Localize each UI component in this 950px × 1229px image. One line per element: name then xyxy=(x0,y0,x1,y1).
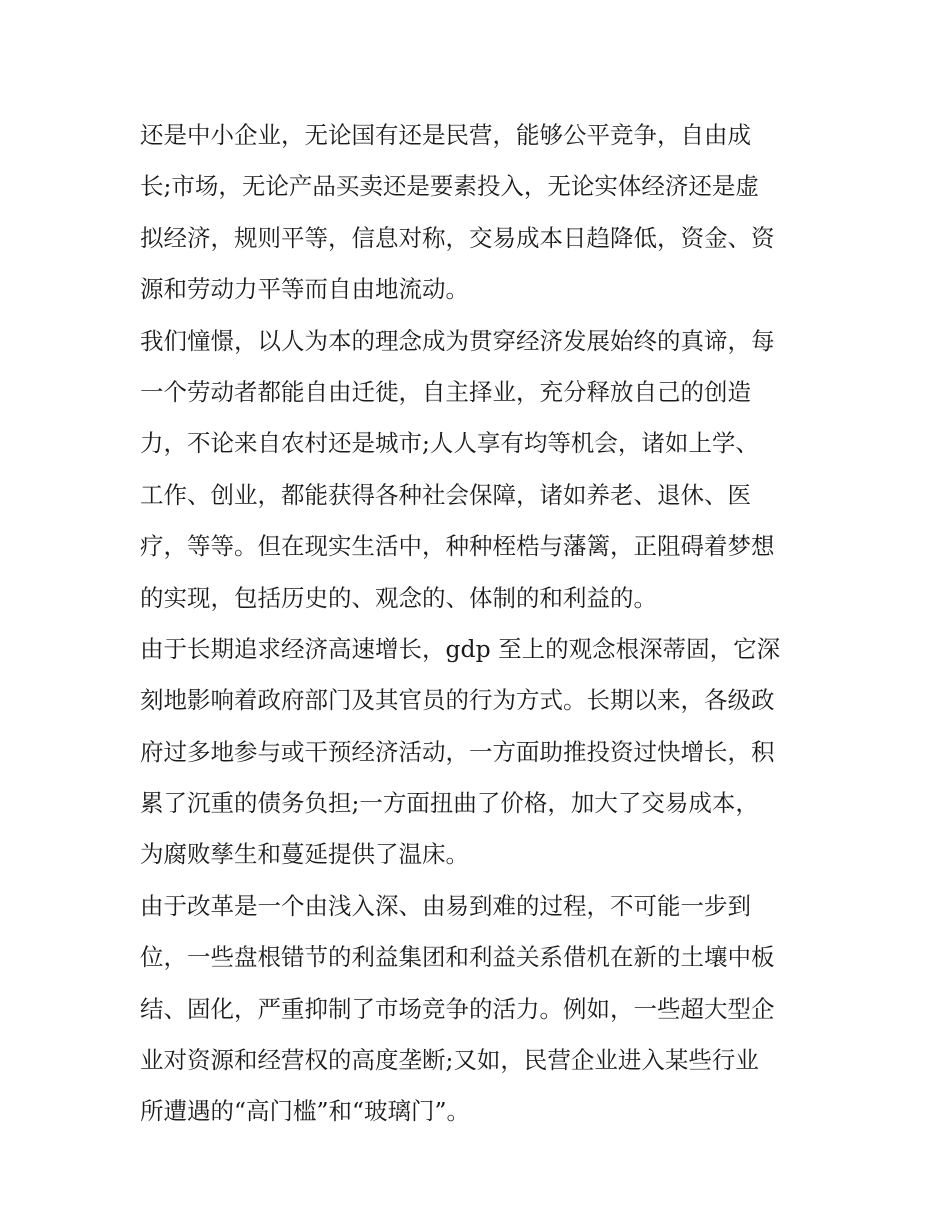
text-line: 刻地影响着政府部门及其官员的行为方式。长期以来，各级政 xyxy=(140,686,775,715)
text-line: 业对资源和经营权的高度垄断;又如，民营企业进入某些行业 xyxy=(140,1046,759,1075)
text-line: 拟经济，规则平等，信息对称，交易成本日趋降低，资金、资 xyxy=(140,223,775,252)
text-line: 为腐败孳生和蔓延提供了温床。 xyxy=(140,840,469,869)
paragraph-3 xyxy=(140,624,830,881)
text-line: 府过多地参与或干预经济活动，一方面助推投资过快增长，积 xyxy=(140,737,775,766)
text-line: 力，不论来自农村还是城市;人人享有均等机会，诸如上学、 xyxy=(140,429,759,458)
text-line: 源和劳动力平等而自由地流动。 xyxy=(140,275,469,304)
text-line: 一个劳动者都能自由迁徙，自主择业，充分释放自己的创造 xyxy=(140,377,751,406)
text-line: 的实现，包括历史的、观念的、体制的和利益的。 xyxy=(140,583,657,612)
paragraph-1 xyxy=(140,110,830,316)
text-line: 我们憧憬，以人为本的理念成为贯穿经济发展始终的真谛，每 xyxy=(140,326,775,355)
text-line: 结、固化，严重抑制了市场竞争的活力。例如，一些超大型企 xyxy=(140,994,775,1023)
text-line: 由于长期追求经济高速增长，gdp 至上的观念根深蒂固，它深 xyxy=(140,634,781,663)
text-line: 位，一些盘根错节的利益集团和利益关系借机在新的土壤中板 xyxy=(140,943,775,972)
text-line: 累了沉重的债务负担;一方面扭曲了价格，加大了交易成本， xyxy=(140,789,759,818)
text-line: 工作、创业，都能获得各种社会保障，诸如养老、退休、医 xyxy=(140,480,751,509)
paragraph-4 xyxy=(140,881,830,1138)
text-line: 疗，等等。但在现实生活中，种种桎梏与藩篱，正阻碍着梦想 xyxy=(140,532,775,561)
paragraph-2 xyxy=(140,316,830,624)
text-line: 由于改革是一个由浅入深、由易到难的过程，不可能一步到 xyxy=(140,891,751,920)
text-line: 长;市场，无论产品买卖还是要素投入，无论实体经济还是虚 xyxy=(140,172,759,201)
text-line: 所遭遇的“高门槛”和“玻璃门”。 xyxy=(140,1097,471,1126)
text-line: 还是中小企业，无论国有还是民营，能够公平竞争，自由成 xyxy=(140,121,751,149)
body-text xyxy=(140,110,830,1138)
